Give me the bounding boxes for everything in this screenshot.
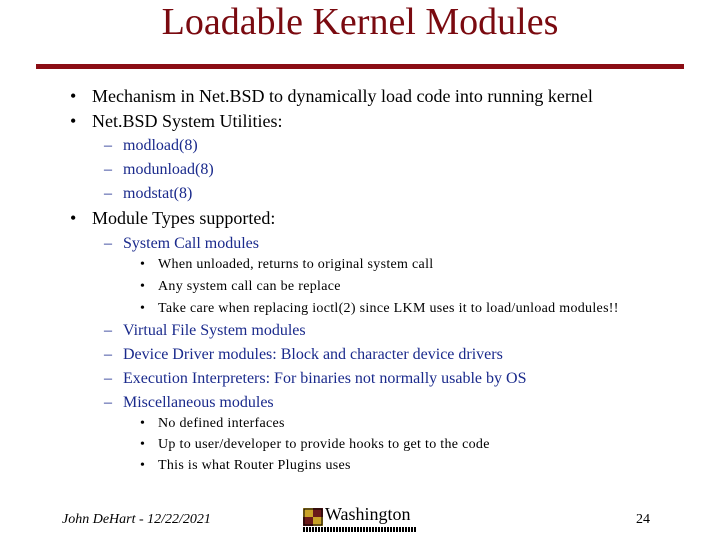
module-type-device-driver <box>104 346 503 364</box>
dash-marker: – <box>104 322 112 339</box>
utility-item-modstat <box>104 185 192 203</box>
utility-text: modunload(8) <box>123 161 214 178</box>
module-type-text: Execution Interpreters: For binaries not normally usable by OS <box>123 370 527 387</box>
point-text: Any system call can be replace <box>158 279 341 294</box>
utility-item-modunload <box>104 161 214 179</box>
dash-marker: – <box>104 235 112 252</box>
point-text: Up to user/developer to provide hooks to get to the code <box>158 437 490 452</box>
bullet-marker: • <box>140 279 146 294</box>
module-type-text: System Call modules <box>123 235 259 252</box>
bullet-marker: • <box>70 208 77 228</box>
dash-marker: – <box>104 346 112 363</box>
point-text: This is what Router Plugins uses <box>158 458 351 473</box>
bullet-marker: • <box>140 301 146 316</box>
bullet-marker: • <box>140 437 146 452</box>
module-type-text: Miscellaneous modules <box>123 394 274 411</box>
module-type-text: Device Driver modules: Block and character device drivers <box>123 346 503 363</box>
title-divider <box>36 64 684 69</box>
bullet-module-types <box>70 208 275 228</box>
bullet-text: Module Types supported: <box>92 208 276 228</box>
point-text: No defined interfaces <box>158 416 285 431</box>
university-logo <box>303 506 419 532</box>
utility-text: modload(8) <box>123 137 198 154</box>
shield-icon <box>303 508 323 526</box>
bullet-marker: • <box>70 86 77 106</box>
syscall-point <box>140 257 433 273</box>
page-number: 24 <box>636 512 650 527</box>
logo-subtitle-strip <box>303 527 417 532</box>
module-type-text: Virtual File System modules <box>123 322 306 339</box>
utility-text: modstat(8) <box>123 185 193 202</box>
slide-title: Loadable Kernel Modules <box>161 1 559 43</box>
bullet-text: Net.BSD System Utilities: <box>92 111 283 131</box>
dash-marker: – <box>104 137 112 154</box>
bullet-utilities <box>70 111 283 131</box>
misc-point <box>140 458 351 474</box>
logo-wordmark: Washington <box>325 504 411 524</box>
bullet-marker: • <box>70 111 77 131</box>
footer-author: John DeHart - 12/22/2021 <box>62 512 211 527</box>
syscall-point <box>140 279 341 295</box>
module-type-syscall <box>104 235 259 253</box>
bullet-marker: • <box>140 257 146 272</box>
misc-point <box>140 416 285 432</box>
dash-marker: – <box>104 161 112 178</box>
dash-marker: – <box>104 394 112 411</box>
dash-marker: – <box>104 185 112 202</box>
point-text: When unloaded, returns to original system call <box>158 257 434 272</box>
module-type-exec-interpreter <box>104 370 526 388</box>
misc-point <box>140 437 490 453</box>
bullet-mechanism <box>70 86 593 106</box>
bullet-marker: • <box>140 416 146 431</box>
utility-item-modload <box>104 137 198 155</box>
bullet-text: Mechanism in Net.BSD to dynamically load code into running kernel <box>92 86 593 106</box>
module-type-misc <box>104 394 274 412</box>
point-text: Take care when replacing ioctl(2) since LKM uses it to load/unload modules!! <box>158 301 619 316</box>
module-type-vfs <box>104 322 306 340</box>
dash-marker: – <box>104 370 112 387</box>
syscall-point <box>140 301 619 317</box>
bullet-marker: • <box>140 458 146 473</box>
